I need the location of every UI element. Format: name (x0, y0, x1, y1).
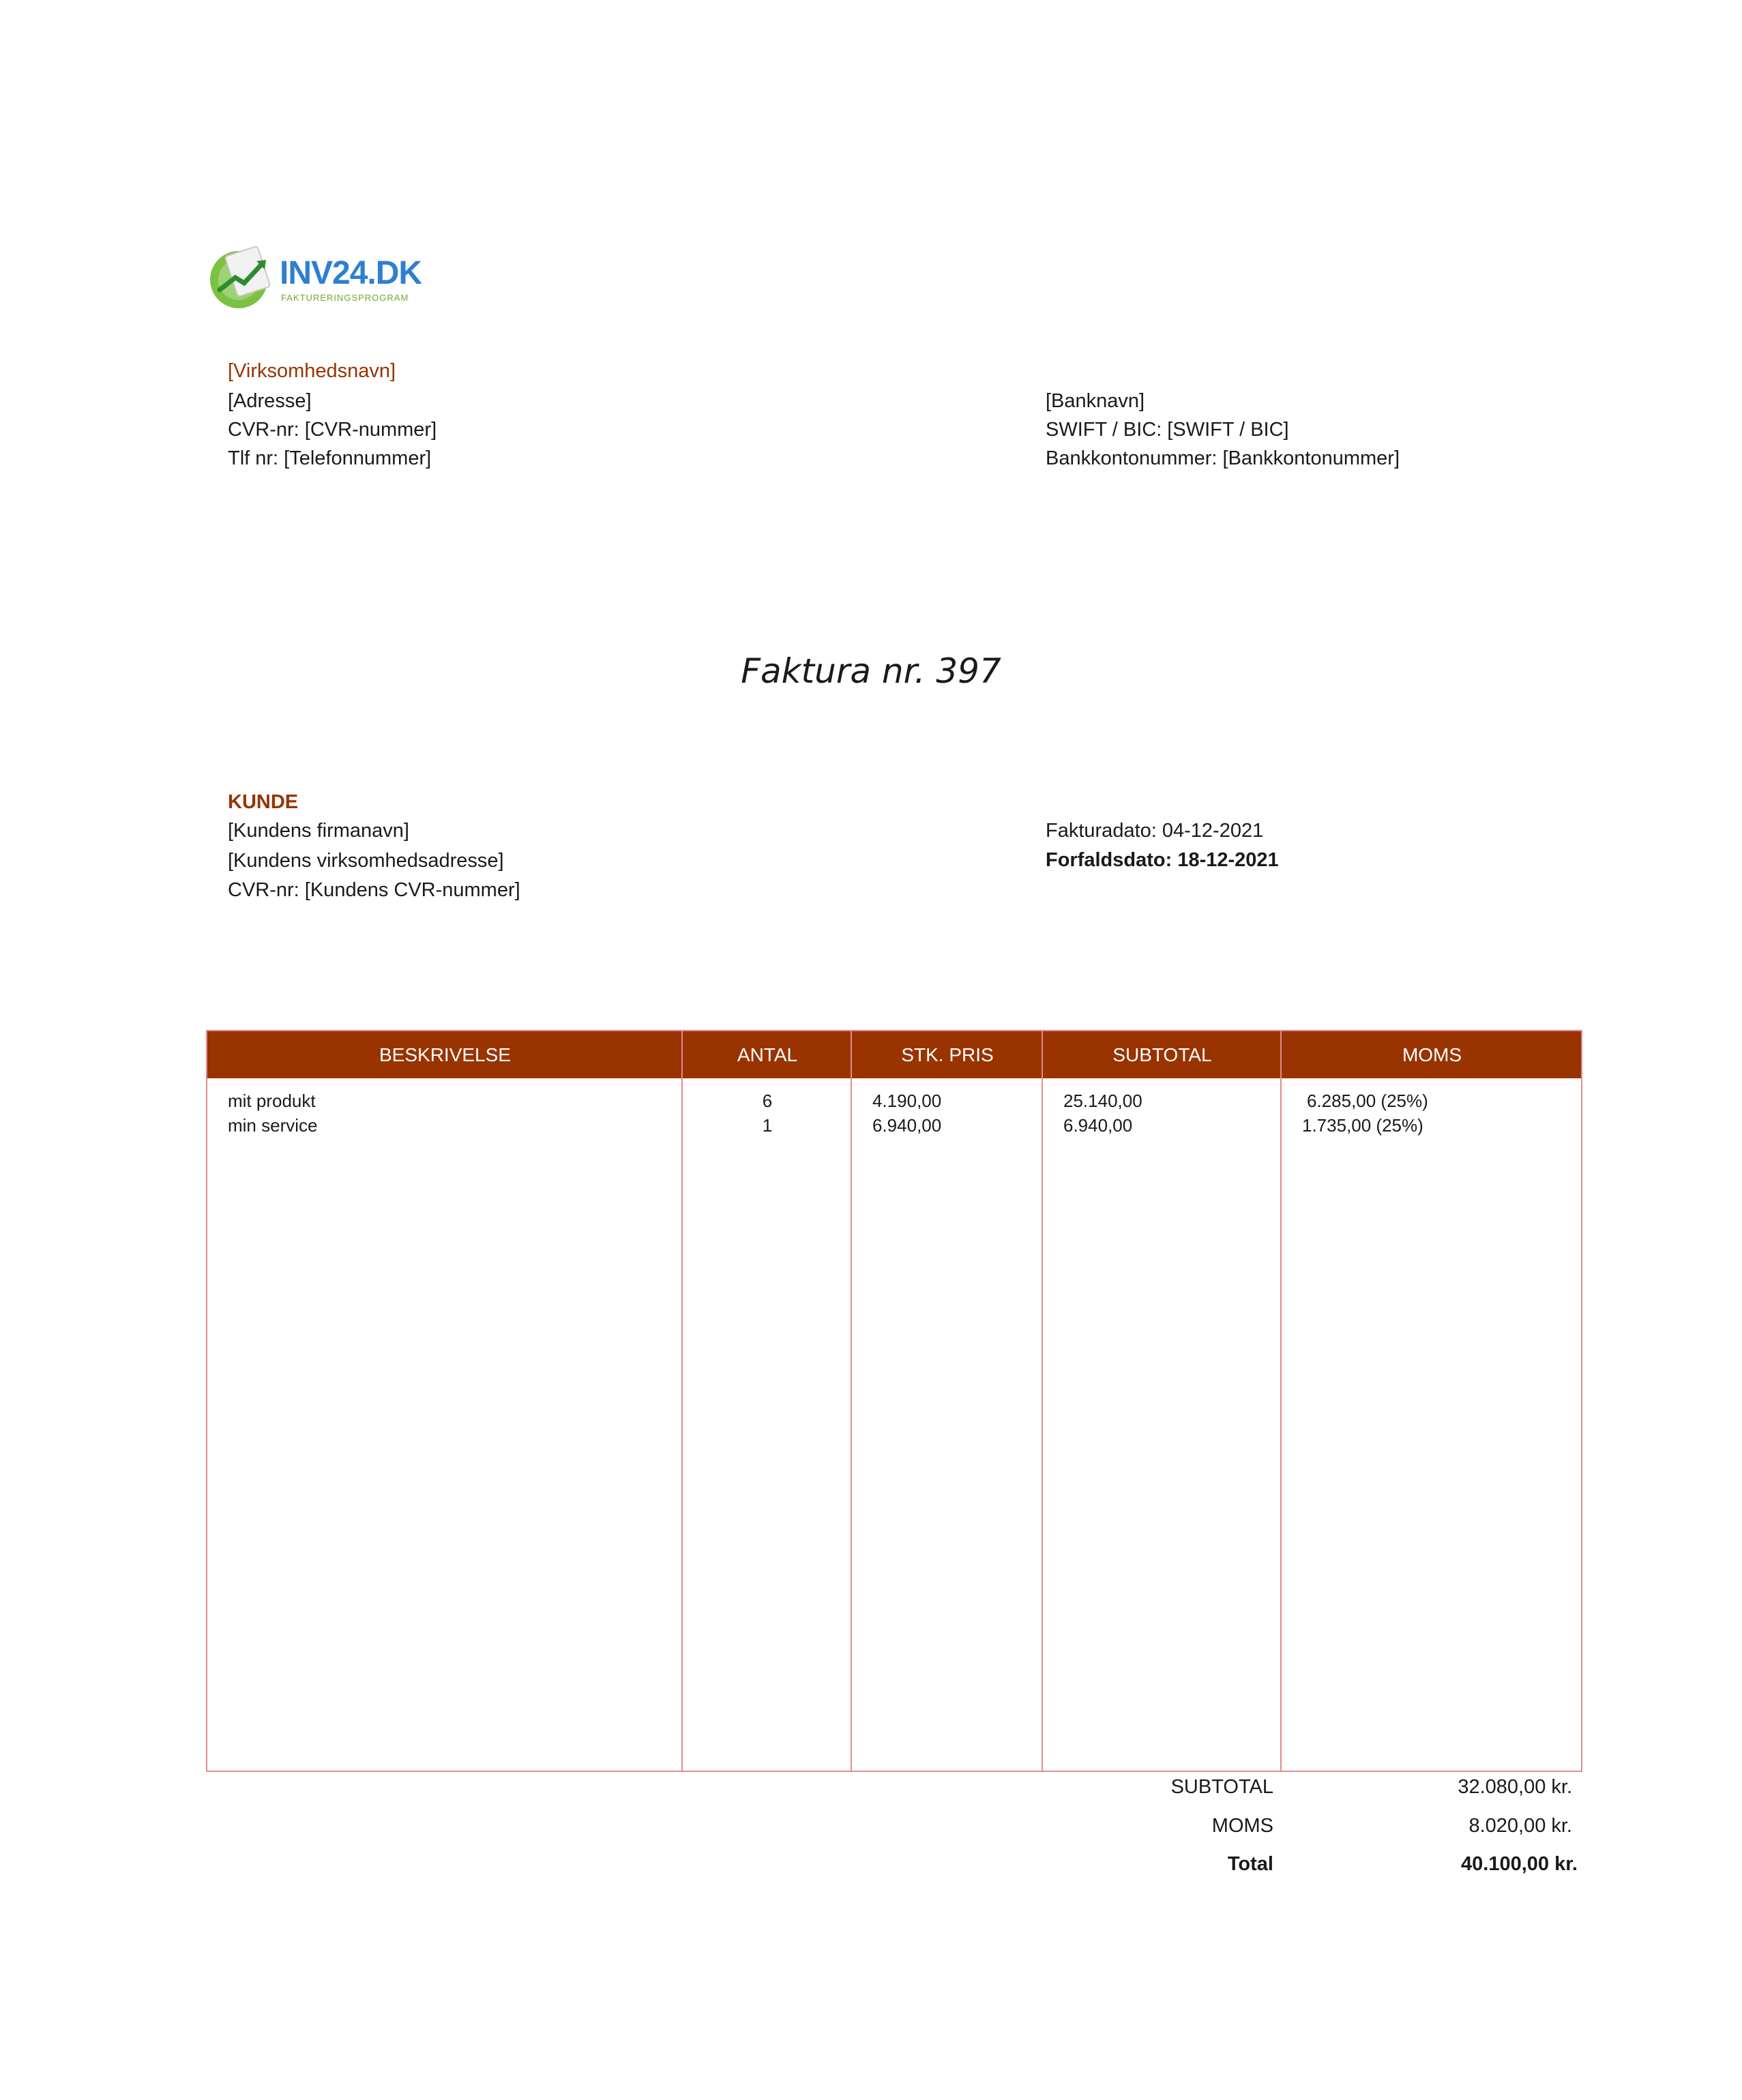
column-divider (851, 1031, 852, 1771)
bank-account: Bankkontonummer: [Bankkontonummer] (1046, 447, 1400, 469)
column-divider (1280, 1031, 1282, 1771)
total-label: Total (1227, 1853, 1273, 1875)
header-unit-price: STK. PRIS (901, 1044, 994, 1065)
row-quantity: 1 (762, 1115, 773, 1136)
table-row (207, 1113, 1581, 1138)
logo-name: INV24.DK (280, 255, 422, 291)
row-vat: 6.285,00 (25%) (1307, 1091, 1428, 1111)
row-quantity: 6 (762, 1091, 773, 1111)
bank-name: [Banknavn] (1046, 390, 1145, 412)
customer-name: [Kundens firmanavn] (228, 820, 409, 842)
invoice-title: Faktura nr. 397 (741, 651, 1001, 691)
vat-label: MOMS (1211, 1815, 1273, 1837)
column-divider (1042, 1031, 1043, 1771)
header-subtotal: SUBTOTAL (1112, 1044, 1212, 1065)
subtotal-label: SUBTOTAL (1170, 1776, 1273, 1798)
bank-swift: SWIFT / BIC: [SWIFT / BIC] (1046, 419, 1289, 441)
logo (205, 242, 422, 310)
row-vat: 1.735,00 (25%) (1302, 1115, 1423, 1136)
row-unit-price: 6.940,00 (872, 1115, 942, 1136)
header-vat: MOMS (1402, 1044, 1462, 1065)
row-subtotal: 6.940,00 (1063, 1115, 1133, 1136)
table-header (207, 1031, 1581, 1078)
due-date: Forfaldsdato: 18-12-2021 (1046, 849, 1279, 871)
company-name: [Virksomhedsnavn] (228, 360, 396, 382)
invoice-date: Fakturadato: 04-12-2021 (1046, 820, 1264, 842)
vat-value: 8.020,00 kr. (1468, 1815, 1572, 1837)
row-description: mit produkt (228, 1091, 316, 1111)
table-row (207, 1089, 1581, 1113)
customer-heading: KUNDE (228, 791, 299, 813)
row-description: min service (228, 1115, 318, 1136)
header-quantity: ANTAL (737, 1044, 798, 1065)
subtotal-value: 32.080,00 kr. (1458, 1776, 1572, 1798)
column-divider (681, 1031, 683, 1771)
logo-icon (205, 242, 276, 310)
company-phone: Tlf nr: [Telefonnummer] (228, 447, 432, 469)
row-subtotal: 25.140,00 (1063, 1091, 1142, 1111)
company-cvr: CVR-nr: [CVR-nummer] (228, 419, 437, 441)
customer-cvr: CVR-nr: [Kundens CVR-nummer] (228, 879, 520, 901)
row-unit-price: 4.190,00 (872, 1091, 942, 1111)
header-description: BESKRIVELSE (379, 1044, 511, 1065)
company-address: [Adresse] (228, 390, 312, 412)
line-items-table (206, 1030, 1582, 1772)
total-value: 40.100,00 kr. (1461, 1853, 1578, 1875)
customer-address: [Kundens virksomhedsadresse] (228, 850, 504, 872)
logo-tagline: FAKTURERINGSPROGRAM (281, 293, 409, 303)
